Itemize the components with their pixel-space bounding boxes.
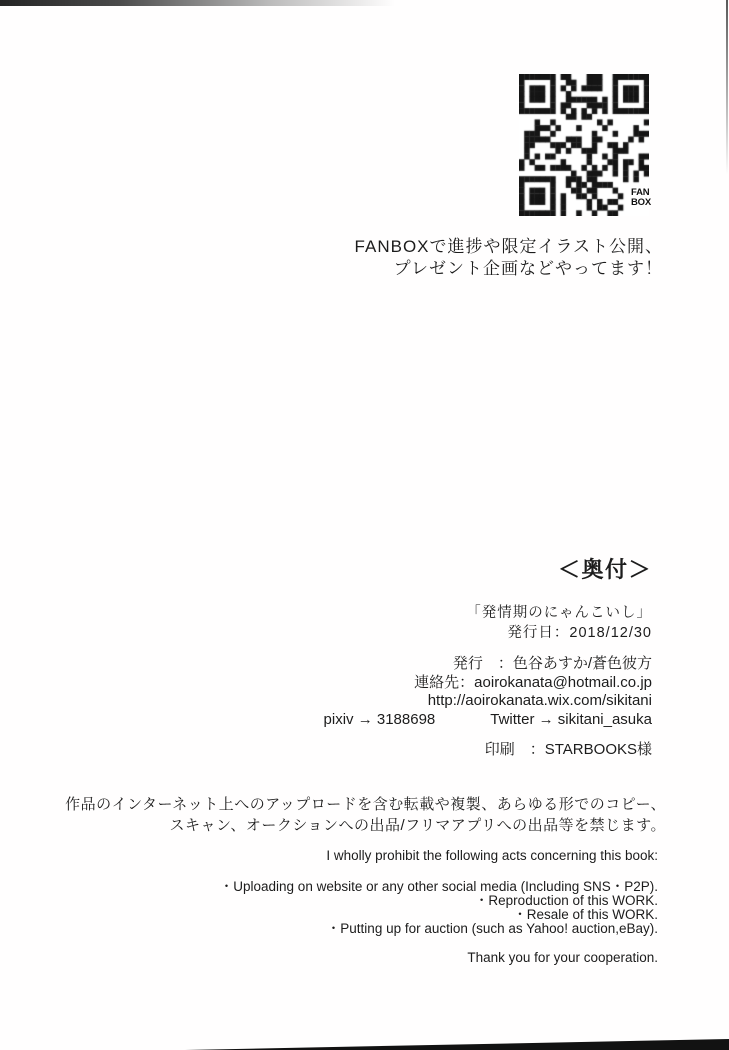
publisher-info <box>324 655 652 729</box>
prohibition-notice-japanese <box>65 794 666 836</box>
fanbox-logo-line2: BOX <box>631 197 651 208</box>
website-url: http://aoirokanata.wix.com/sikitani <box>427 692 652 709</box>
prohibition-jp-line2: スキャン、オークションへの出品/フリマアプリへの出品等を禁じます。 <box>169 817 666 834</box>
fanbox-logo <box>631 188 651 208</box>
colophon-block <box>324 603 652 760</box>
prohibition-item-reproduction: ・Reproduction of this WORK. <box>474 893 658 908</box>
social-ids-line <box>324 711 652 730</box>
promo-line-2: プレゼント企画などやってます！ <box>393 259 663 278</box>
prohibition-en-list <box>220 880 658 936</box>
fanbox-promo-text <box>355 236 663 280</box>
contact-email: 連絡先：aoirokanata@hotmail.co.jp <box>414 673 652 691</box>
prohibition-item-auction: ・Putting up for auction (such as Yahoo! auction,eBay). <box>326 921 658 936</box>
scan-artifact-right-edge <box>726 0 728 175</box>
book-title: 「発情期のにゃんこいし」 <box>466 605 652 621</box>
printer-credit: 印刷 ：STARBOOKS様 <box>484 741 652 758</box>
scan-artifact-top-band <box>0 0 395 6</box>
publish-date: 発行日：2018/12/30 <box>507 625 652 641</box>
prohibition-notice-english <box>220 849 658 965</box>
cooperation-thanks: Thank you for your cooperation. <box>467 950 658 965</box>
fanbox-qr-code <box>519 74 649 216</box>
prohibition-item-upload: ・Uploading on website or any other social media (Including SNS・P2P). <box>219 879 658 894</box>
twitter-id: Twitter → sikitani_asuka <box>490 710 652 728</box>
qr-code-image <box>519 74 649 216</box>
fanbox-logo-line1: FAN <box>631 187 650 198</box>
colophon-heading: ＜奥付＞ <box>557 557 652 582</box>
prohibition-item-resale: ・Resale of this WORK. <box>513 907 658 922</box>
scan-artifact-bottom-wedge <box>185 1039 729 1050</box>
pixiv-id: pixiv → 3188698 <box>323 710 436 728</box>
promo-line-1: FANBOXで進捗や限定イラスト公開、 <box>354 237 663 256</box>
prohibition-en-intro: I wholly prohibit the following acts concerning this book: <box>326 848 658 863</box>
publisher-line: 発行 ：色谷あすか/蒼色彼方 <box>452 655 652 672</box>
prohibition-jp-line1: 作品のインターネット上へのアップロードを含む転載や複製、あらゆる形でのコピー、 <box>65 796 666 813</box>
